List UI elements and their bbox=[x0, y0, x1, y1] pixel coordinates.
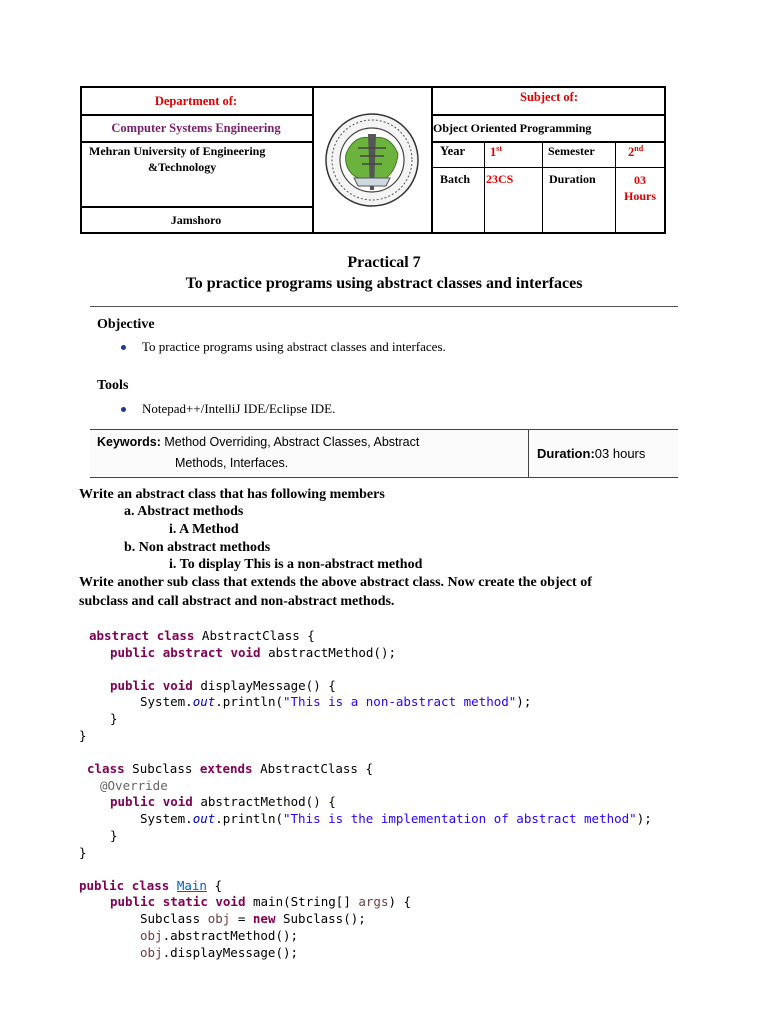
year-label: Year bbox=[440, 144, 465, 158]
code-line: } bbox=[79, 845, 87, 860]
year-value: 1st bbox=[490, 144, 503, 160]
practical-number: Practical 7 bbox=[347, 254, 421, 271]
code-line: System.out.println("This is a non-abstract method"); bbox=[140, 694, 532, 709]
practical-title: To practice programs using abstract classes and interfaces bbox=[185, 275, 583, 292]
code-line: System.out.println("This is the implementation of abstract method"); bbox=[140, 811, 652, 826]
divider bbox=[90, 306, 678, 307]
duration-value: 03 Hours bbox=[623, 173, 656, 203]
university-seal-logo bbox=[324, 104, 420, 216]
semester-value: 2nd bbox=[628, 144, 644, 160]
task-line-3: i. A Method bbox=[169, 522, 239, 537]
task-line-1: Write an abstract class that has following members bbox=[79, 487, 385, 502]
code-line: abstract class AbstractClass { bbox=[89, 628, 315, 643]
university-name-2: &Technology bbox=[148, 160, 217, 174]
code-line: obj.abstractMethod(); bbox=[140, 928, 299, 943]
code-line: obj.displayMessage(); bbox=[140, 945, 299, 960]
code-line: public static void main(String[] args) { bbox=[110, 894, 412, 909]
task-line-7: subclass and call abstract and non-abstract methods. bbox=[79, 594, 395, 609]
department-label: Department of: bbox=[154, 94, 238, 108]
keywords-text: Keywords: Method Overriding, Abstract Classes, Abstract bbox=[97, 435, 420, 449]
subject-name: Object Oriented Programming bbox=[433, 121, 592, 135]
keywords-text-2: Methods, Interfaces. bbox=[175, 456, 289, 470]
code-line: class Subclass extends AbstractClass { bbox=[87, 761, 374, 776]
task-line-6: Write another sub class that extends the above abstract class. Now create the object of bbox=[79, 575, 592, 590]
code-line: } bbox=[79, 728, 87, 743]
university-name: Mehran University of Engineering bbox=[89, 144, 266, 158]
bullet-icon bbox=[121, 407, 126, 412]
objective-heading: Objective bbox=[97, 317, 155, 332]
tools-item: Notepad++/IntelliJ IDE/Eclipse IDE. bbox=[142, 401, 336, 416]
task-line-4: b. Non abstract methods bbox=[124, 540, 271, 555]
tools-heading: Tools bbox=[97, 378, 129, 393]
department-name: Computer Systems Engineering bbox=[111, 121, 281, 135]
duration-label: Duration bbox=[549, 172, 596, 186]
bullet-icon bbox=[121, 345, 126, 350]
batch-label: Batch bbox=[440, 172, 470, 186]
task-line-5: i. To display This is a non-abstract method bbox=[169, 557, 423, 572]
header-table bbox=[80, 86, 666, 234]
code-line: } bbox=[110, 828, 118, 843]
batch-value: 23CS bbox=[486, 172, 514, 186]
objective-item: To practice programs using abstract classes and interfaces. bbox=[142, 339, 446, 354]
keywords-table bbox=[90, 429, 678, 478]
main-class-link[interactable]: Main bbox=[176, 878, 207, 893]
code-line: @Override bbox=[100, 778, 168, 793]
code-line: Subclass obj = new Subclass(); bbox=[140, 911, 366, 926]
duration-info: Duration:03 hours bbox=[537, 446, 646, 461]
task-line-2: a. Abstract methods bbox=[124, 504, 244, 519]
city: Jamshoro bbox=[170, 213, 222, 227]
subject-label: Subject of: bbox=[520, 90, 578, 104]
code-line: public void displayMessage() { bbox=[110, 678, 336, 693]
code-line: public class Main { bbox=[79, 878, 223, 893]
code-line: public abstract void abstractMethod(); bbox=[110, 645, 397, 660]
code-line: public void abstractMethod() { bbox=[110, 794, 336, 809]
code-line: } bbox=[110, 711, 118, 726]
semester-label: Semester bbox=[548, 144, 595, 158]
